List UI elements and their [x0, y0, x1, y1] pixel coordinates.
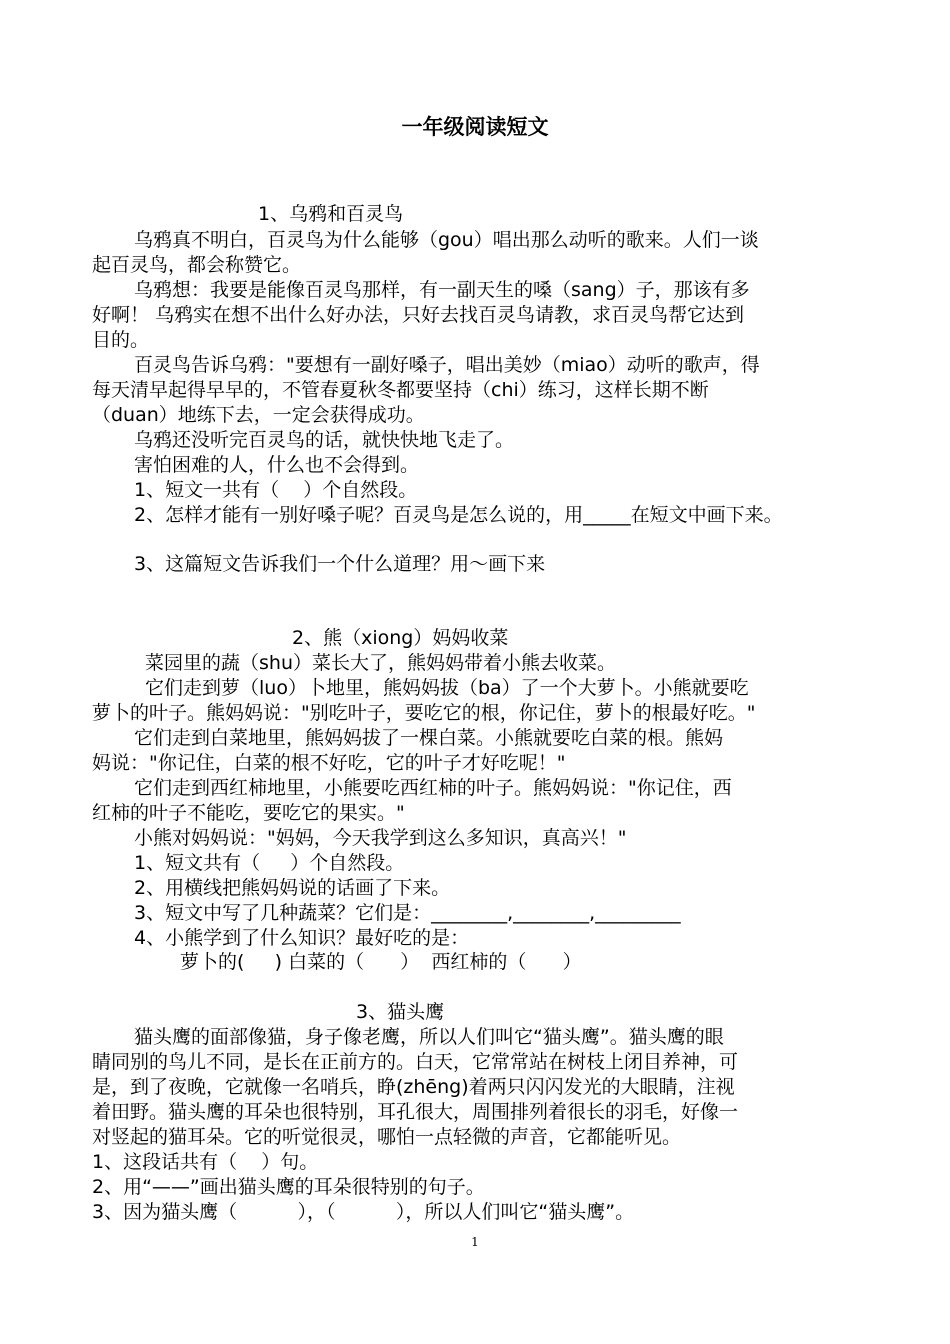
story2-question: 3、短文中写了几种蔬菜？它们是：________,________,_________ [134, 902, 681, 924]
story2-line: 它们走到西红柿地里，小熊要吃西红柿的叶子。熊妈妈说："你记住，西 [134, 777, 732, 799]
story3-line: 是，到了夜晚，它就像一名哨兵，睁(zhēng)着两只闪闪发光的大眼睛，注视 [92, 1076, 735, 1098]
story1-question: 2、怎样才能有一别好嗓子呢？百灵鸟是怎么说的，用_____在短文中画下来。 [134, 504, 783, 526]
story3-line: 睛同别的鸟儿不同，是长在正前方的。白天，它常常站在树枝上闭目养神，可 [92, 1051, 739, 1073]
story3-question: 1、这段话共有（ ）句。 [92, 1151, 319, 1173]
story1-question: 1、短文一共有（ ）个自然段。 [134, 479, 418, 501]
story1-line: （duan）地练下去，一定会获得成功。 [92, 404, 425, 426]
story2-question: 1、短文共有（ ）个自然段。 [134, 852, 405, 874]
story2-question: 4、小熊学到了什么知识？最好吃的是： [134, 927, 470, 949]
story2-question: 2、用横线把熊妈妈说的话画了下来。 [134, 877, 451, 899]
story1-line: 百灵鸟告诉乌鸦："要想有一副好嗓子，唱出美妙（miao）动听的歌声，得 [134, 354, 760, 376]
story2-line: 它们走到萝（luo）卜地里，熊妈妈拔（ba）了一个大萝卜。小熊就要吃 [145, 677, 749, 699]
story3-line: 着田野。猫头鹰的耳朵也很特别，耳孔很大，周围排列着很长的羽毛，好像一 [92, 1101, 739, 1123]
story1-line: 乌鸦还没听完百灵鸟的话，就快快地飞走了。 [134, 429, 515, 451]
story1-heading: 1、乌鸦和百灵鸟 [258, 203, 404, 225]
story2-line: 妈说："你记住，白菜的根不好吃，它的叶子才好吃呢！" [92, 752, 566, 774]
story1-line: 起百灵鸟，都会称赞它。 [92, 254, 302, 276]
story2-line: 小熊对妈妈说："妈妈，今天我学到这么多知识，真高兴！" [134, 827, 627, 849]
story3-question: 2、用“——”画出猫头鹰的耳朵很特别的句子。 [92, 1176, 485, 1198]
story2-line: 菜园里的蔬（shu）菜长大了，熊妈妈带着小熊去收菜。 [145, 652, 616, 674]
story1-line: 每天清早起得早早的，不管春夏秋冬都要坚持（chi）练习，这样长期不断 [92, 379, 709, 401]
story3-line: 对竖起的猫耳朵。它的听觉很灵，哪怕一点轻微的声音，它都能听见。 [92, 1126, 682, 1148]
story2-line: 红柿的叶子不能吃，要吃它的果实。" [92, 802, 405, 824]
page-number: 1 [471, 1235, 479, 1249]
story1-line: 乌鸦真不明白，百灵鸟为什么能够（gou）唱出那么动听的歌来。人们一谈 [134, 229, 759, 251]
story1-line: 乌鸦想：我要是能像百灵鸟那样，有一副天生的嗓（sang）子，那该有多 [134, 279, 750, 301]
story3-line: 猫头鹰的面部像猫，身子像老鹰，所以人们叫它“猫头鹰”。猫头鹰的眼 [134, 1026, 724, 1048]
document-title: 一年级阅读短文 [401, 115, 549, 139]
story1-line: 好啊！ 乌鸦实在想不出什么好办法，只好去找百灵鸟请教，求百灵鸟帮它达到 [92, 304, 745, 326]
story1-line: 害怕困难的人，什么也不会得到。 [134, 454, 420, 476]
story3-heading: 3、猫头鹰 [356, 1001, 445, 1023]
story2-heading: 2、熊（xiong）妈妈收菜 [292, 627, 509, 649]
story1-question: 3、这篇短文告诉我们一个什么道理？用～画下来 [134, 553, 546, 575]
story3-question: 3、因为猫头鹰（ ），（ ），所以人们叫它“猫头鹰”。 [92, 1201, 635, 1223]
story1-line: 目的。 [92, 329, 150, 351]
story2-line: 它们走到白菜地里，熊妈妈拔了一棵白菜。小熊就要吃白菜的根。熊妈 [134, 727, 724, 749]
story2-question: 萝卜的( ) 白菜的（ ） 西红柿的（ ） [180, 951, 582, 973]
story2-line: 萝卜的叶子。熊妈妈说："别吃叶子，要吃它的根，你记住，萝卜的根最好吃。" [92, 702, 756, 724]
